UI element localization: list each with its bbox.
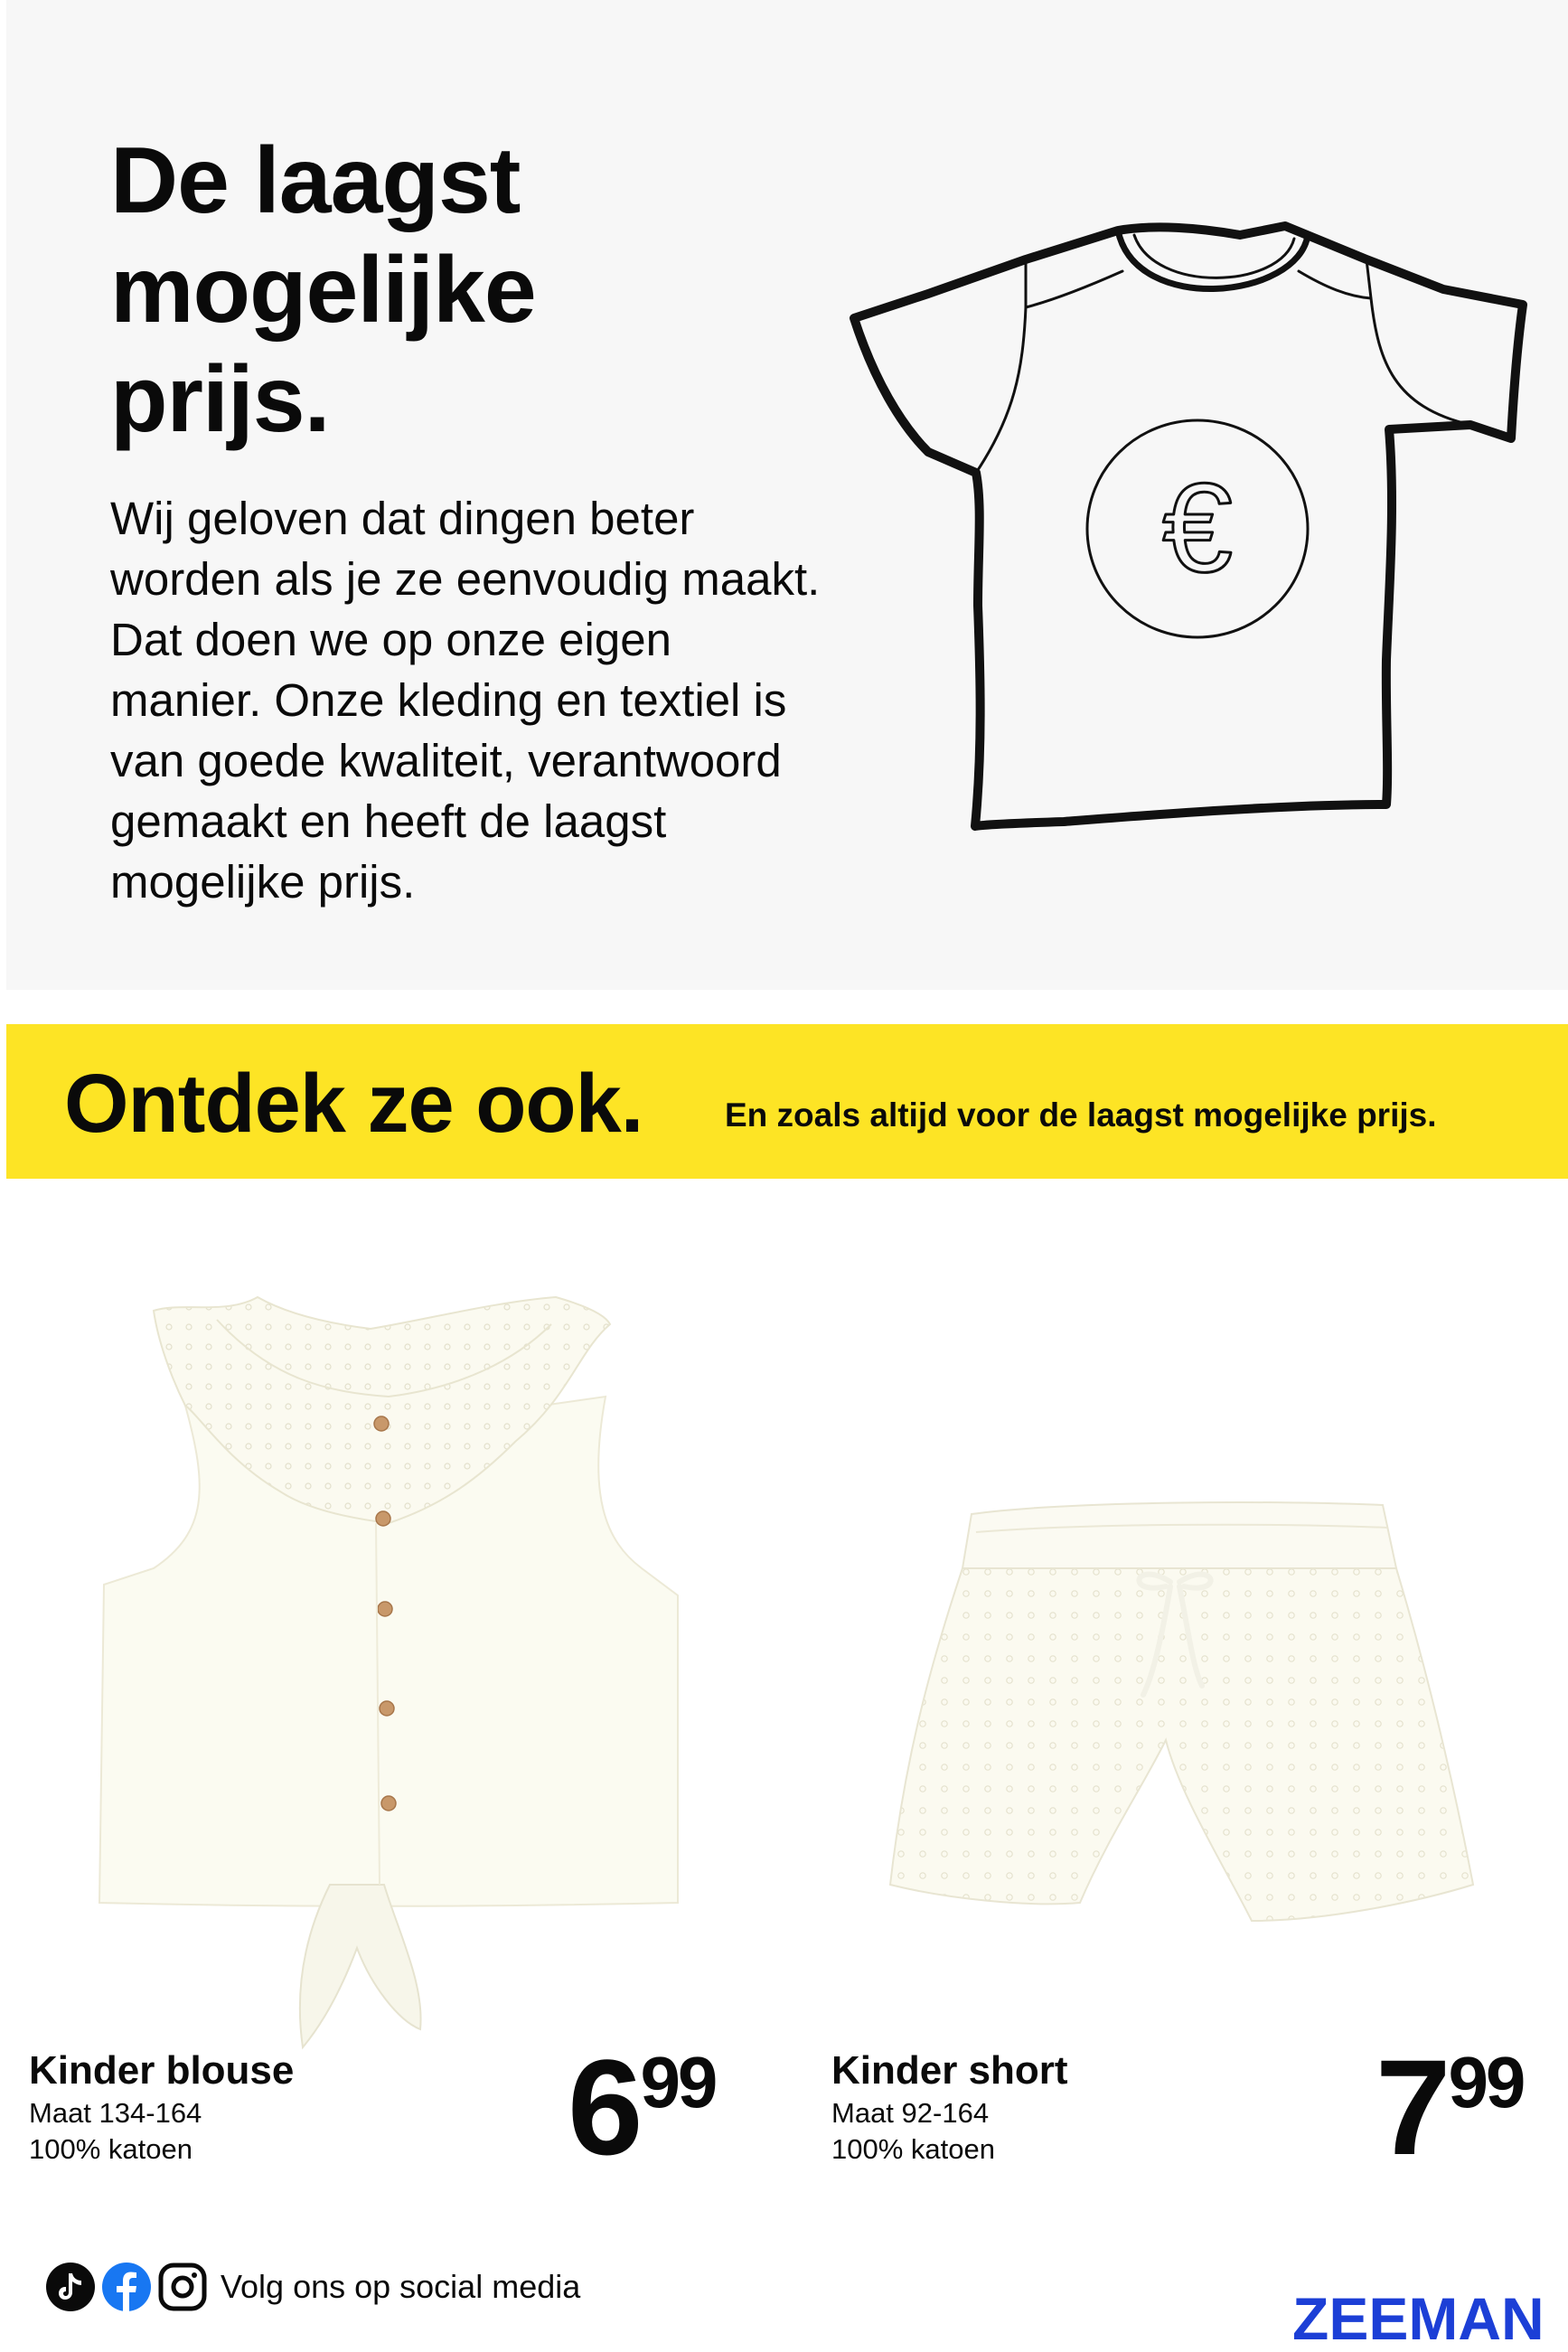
banner-subtitle: En zoals altijd voor de laagst mogelijke prijs. xyxy=(725,1096,1437,1134)
tshirt-euro-icon xyxy=(847,208,1534,841)
hero-section xyxy=(6,0,1568,990)
hero-body-line: Wij geloven dat dingen beter xyxy=(110,493,695,544)
instagram-icon[interactable] xyxy=(157,2262,208,2312)
facebook-icon[interactable] xyxy=(101,2262,152,2312)
hero-body-text xyxy=(110,488,924,912)
product-size: Maat 134-164 xyxy=(29,2097,202,2129)
kinder-blouse-image[interactable] xyxy=(99,1297,687,2056)
product-name[interactable]: Kinder short xyxy=(831,2048,1068,2093)
product-size: Maat 92-164 xyxy=(831,2097,990,2129)
product-name[interactable]: Kinder blouse xyxy=(29,2048,295,2093)
price-cents: 99 xyxy=(1448,2042,1524,2122)
hero-body-line: worden als je ze eenvoudig maakt. xyxy=(110,553,821,605)
price-euro: 6 xyxy=(568,2031,641,2183)
hero-body-line: manier. Onze kleding en textiel is xyxy=(110,674,787,726)
price-euro: 7 xyxy=(1376,2031,1449,2183)
discover-banner xyxy=(6,1024,1568,1179)
product-price xyxy=(568,2031,716,2183)
zeeman-logo[interactable]: ZEEMAN xyxy=(1292,2285,1545,2352)
banner-title: Ontdek ze ook. xyxy=(64,1058,643,1150)
svg-text:€: € xyxy=(1162,456,1233,598)
hero-body-line: gemaakt en heeft de laagst xyxy=(110,795,667,847)
social-media-bar xyxy=(45,2260,580,2314)
product-material: 100% katoen xyxy=(29,2133,192,2165)
hero-title-line: mogelijke xyxy=(110,238,536,343)
product-price xyxy=(1376,2031,1524,2183)
price-cents: 99 xyxy=(640,2042,716,2122)
kinder-short-image[interactable] xyxy=(890,1496,1478,1930)
hero-body-line: mogelijke prijs. xyxy=(110,856,416,908)
social-media-label: Volg ons op social media xyxy=(221,2268,581,2305)
hero-title xyxy=(110,127,743,455)
product-material: 100% katoen xyxy=(831,2133,995,2165)
hero-title-line: De laagst xyxy=(110,128,521,233)
tiktok-icon[interactable] xyxy=(45,2262,96,2312)
hero-title-line: prijs. xyxy=(110,347,330,452)
hero-body-line: van goede kwaliteit, verantwoord xyxy=(110,735,782,786)
hero-body-line: Dat doen we op onze eigen xyxy=(110,614,671,665)
